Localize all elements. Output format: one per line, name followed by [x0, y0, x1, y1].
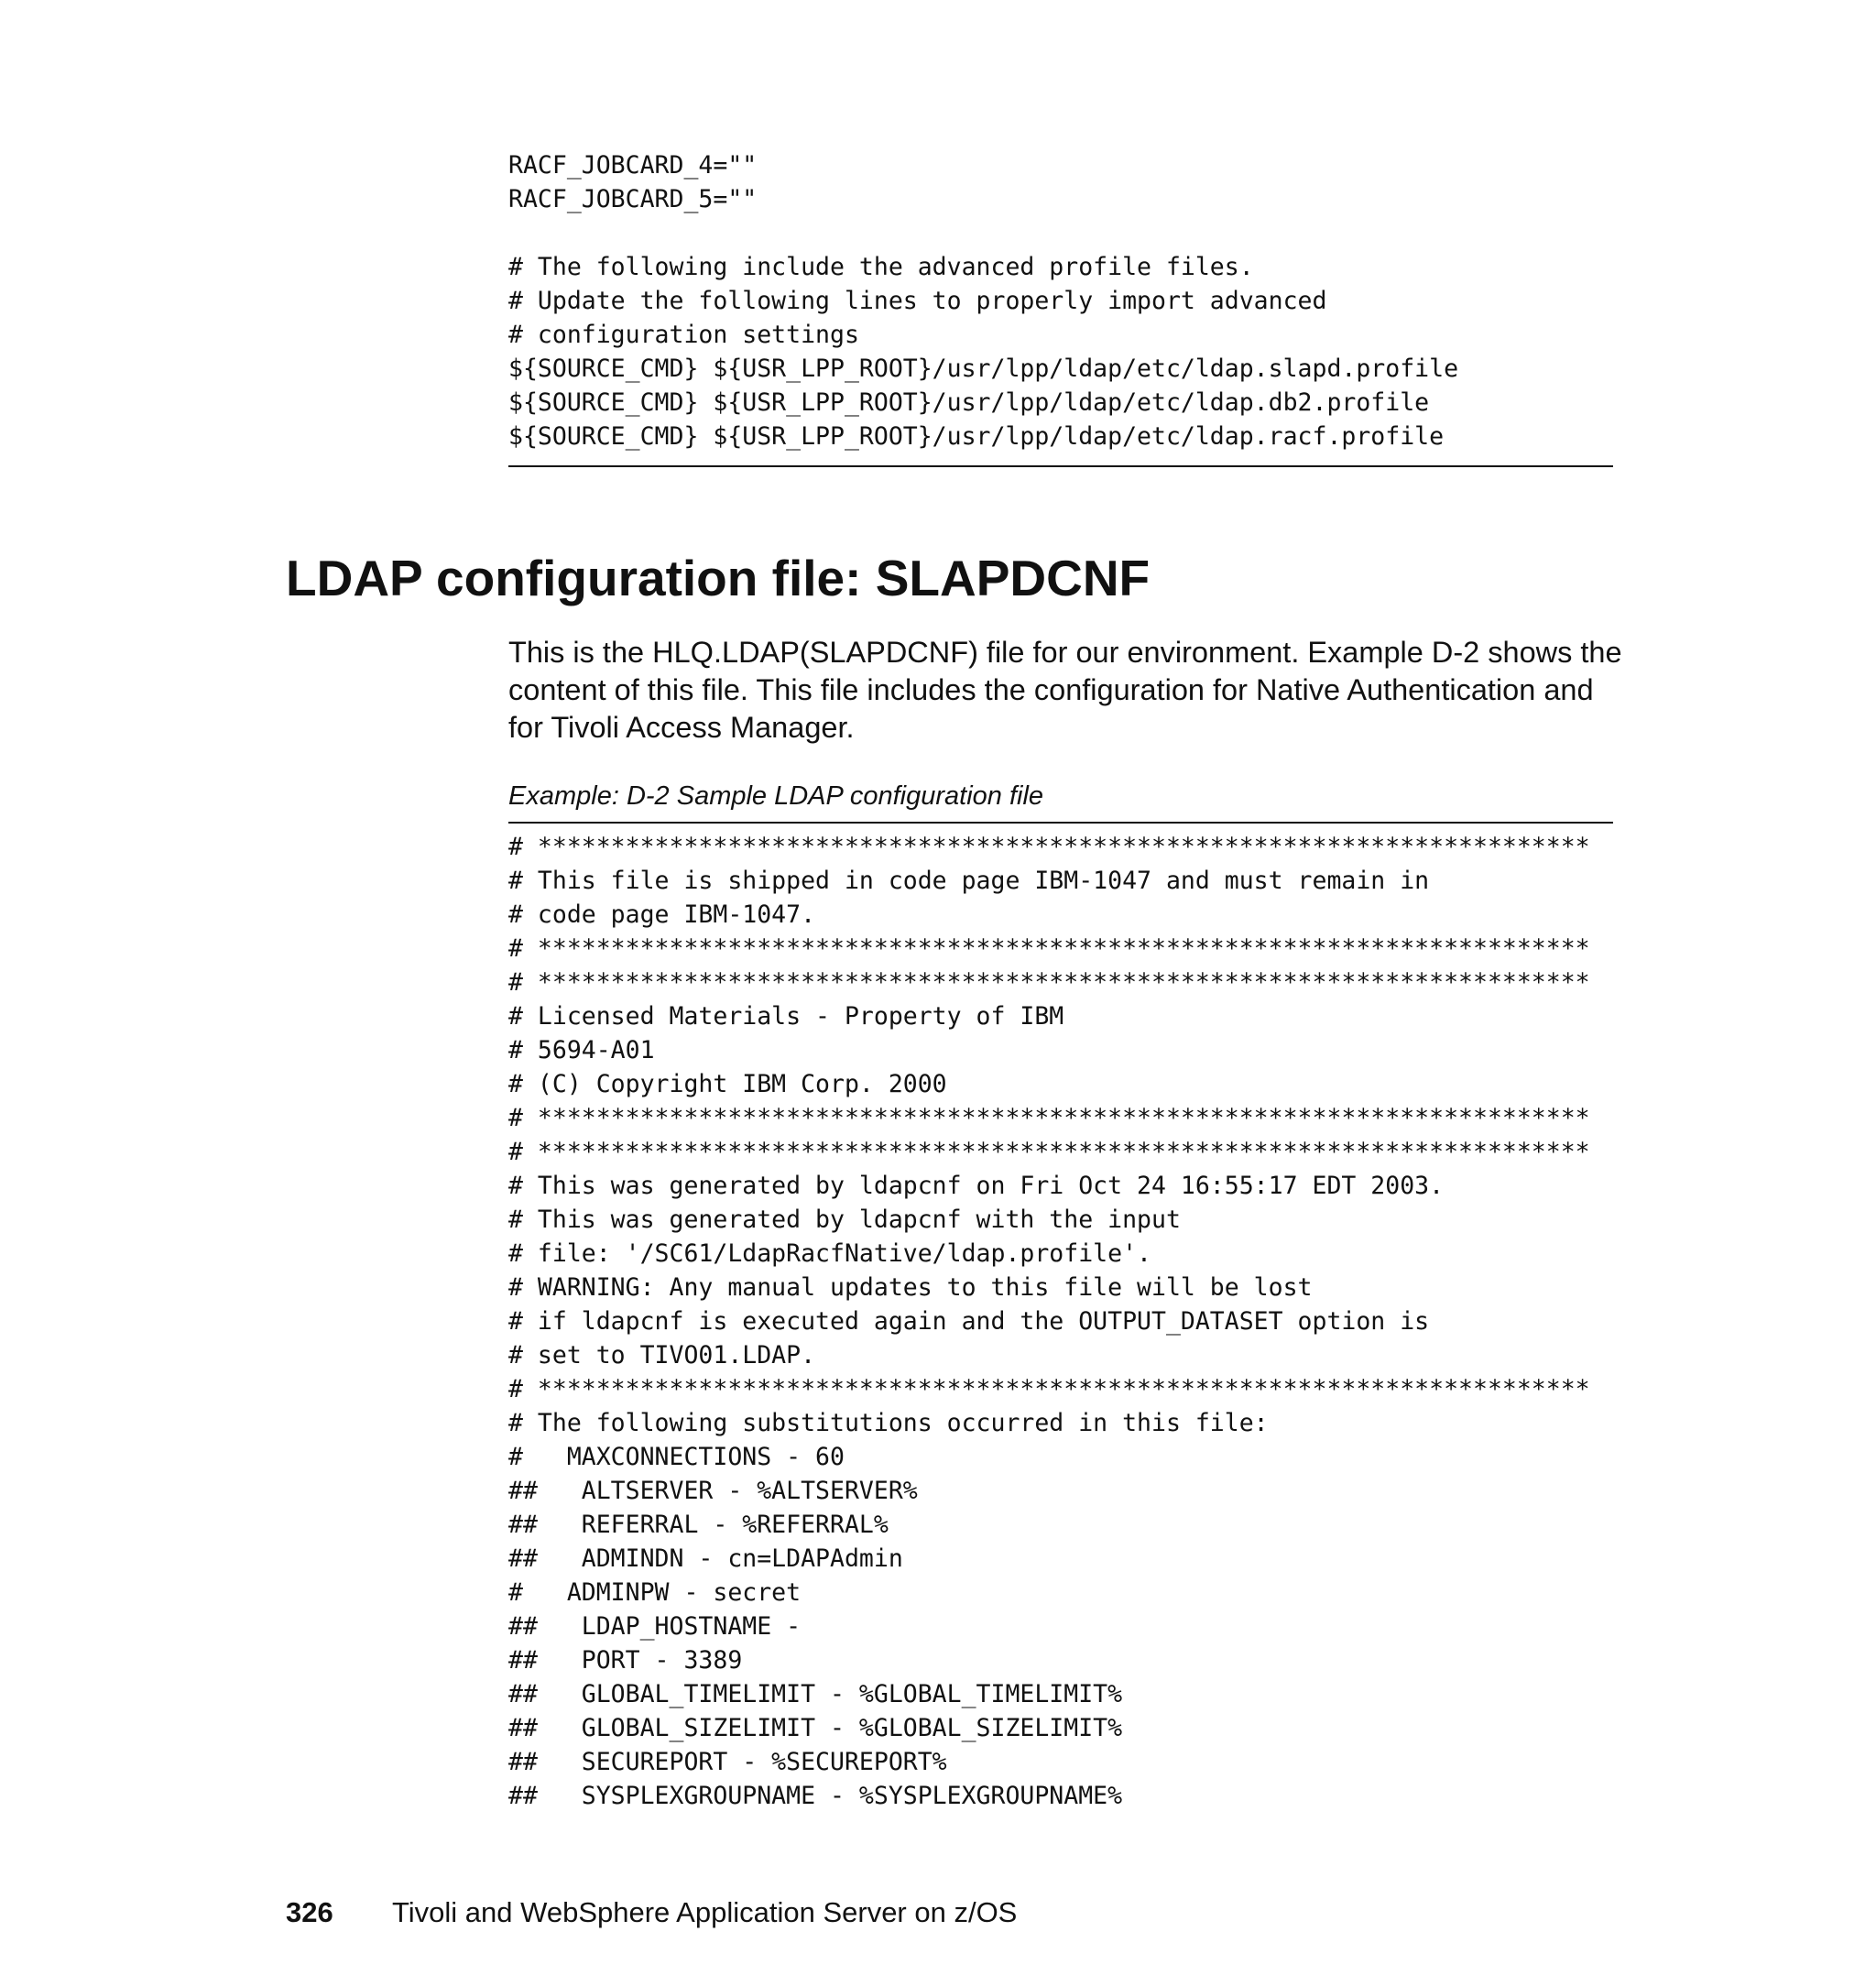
code-line: ## REFERRAL - %REFERRAL%	[508, 1511, 889, 1539]
code-line: # ************************************************************************	[508, 1104, 1590, 1132]
code-line: # if ldapcnf is executed again and the OUTPUT_DATASET option is	[508, 1307, 1430, 1336]
code-line: # 5694-A01	[508, 1036, 655, 1064]
code-line: # ************************************************************************	[508, 833, 1590, 861]
intro-paragraph: This is the HLQ.LDAP(SLAPDCNF) file for our environment. Example D-2 shows the content of this file. This file includes the configuration for Native Authentication and for Tivoli Access Manager.	[508, 636, 1622, 744]
code-line: # ************************************************************************	[508, 934, 1590, 963]
code-line: ## ADMINDN - cn=LDAPAdmin	[508, 1544, 903, 1573]
code-line: ## SYSPLEXGROUPNAME - %SYSPLEXGROUPNAME%	[508, 1782, 1123, 1810]
code-line: # This was generated by ldapcnf on Fri Oct 24 16:55:17 EDT 2003.	[508, 1172, 1445, 1200]
code-line: # file: '/SC61/LdapRacfNative/ldap.profile'.	[508, 1239, 1151, 1268]
section-heading: LDAP configuration file: SLAPDCNF	[286, 550, 1151, 606]
code-listing-divider	[508, 465, 1613, 467]
code-line: ## LDAP_HOSTNAME -	[508, 1612, 802, 1641]
code-line: RACF_JOBCARD_4=""	[508, 151, 758, 180]
code-line: ${SOURCE_CMD} ${USR_LPP_ROOT}/usr/lpp/ldap/etc/ldap.db2.profile	[508, 388, 1430, 417]
code-line: ## SECUREPORT - %SECUREPORT%	[508, 1748, 947, 1776]
code-line: ## GLOBAL_SIZELIMIT - %GLOBAL_SIZELIMIT%	[508, 1714, 1123, 1742]
code-line: # Licensed Materials - Property of IBM	[508, 1002, 1064, 1031]
code-line: # set to TIVO01.LDAP.	[508, 1341, 816, 1369]
code-listing-top	[508, 148, 1613, 453]
code-line: # ************************************************************************	[508, 1375, 1590, 1403]
code-line: ${SOURCE_CMD} ${USR_LPP_ROOT}/usr/lpp/ldap/etc/ldap.racf.profile	[508, 422, 1445, 451]
code-line: # WARNING: Any manual updates to this file will be lost	[508, 1273, 1313, 1302]
code-line: RACF_JOBCARD_5=""	[508, 185, 758, 213]
code-line: # The following substitutions occurred in this file:	[508, 1409, 1269, 1437]
example-caption: Example: D-2 Sample LDAP configuration file	[508, 781, 1044, 811]
code-line: # ************************************************************************	[508, 1138, 1590, 1166]
example-caption-divider	[508, 822, 1613, 824]
code-line: ${SOURCE_CMD} ${USR_LPP_ROOT}/usr/lpp/ldap/etc/ldap.slapd.profile	[508, 355, 1459, 383]
code-line: # MAXCONNECTIONS - 60	[508, 1443, 845, 1471]
code-line: ## PORT - 3389	[508, 1646, 743, 1675]
code-line: # The following include the advanced profile files.	[508, 253, 1254, 281]
code-line: # ************************************************************************	[508, 968, 1590, 997]
code-line: # This was generated by ldapcnf with the input	[508, 1206, 1181, 1234]
code-line: ## GLOBAL_TIMELIMIT - %GLOBAL_TIMELIMIT%	[508, 1680, 1123, 1708]
code-line: # (C) Copyright IBM Corp. 2000	[508, 1070, 947, 1098]
page-footer	[286, 1894, 1017, 1931]
code-line: # Update the following lines to properly import advanced	[508, 287, 1327, 315]
page-number: 326	[286, 1896, 333, 1928]
code-line: # ADMINPW - secret	[508, 1578, 802, 1607]
code-line: # This file is shipped in code page IBM-1047 and must remain in	[508, 867, 1430, 895]
code-line: # code page IBM-1047.	[508, 900, 816, 929]
book-title: Tivoli and WebSphere Application Server on z/OS	[392, 1896, 1018, 1928]
code-listing-example	[508, 830, 1613, 1813]
code-line: # configuration settings	[508, 321, 859, 349]
code-line: ## ALTSERVER - %ALTSERVER%	[508, 1477, 918, 1505]
